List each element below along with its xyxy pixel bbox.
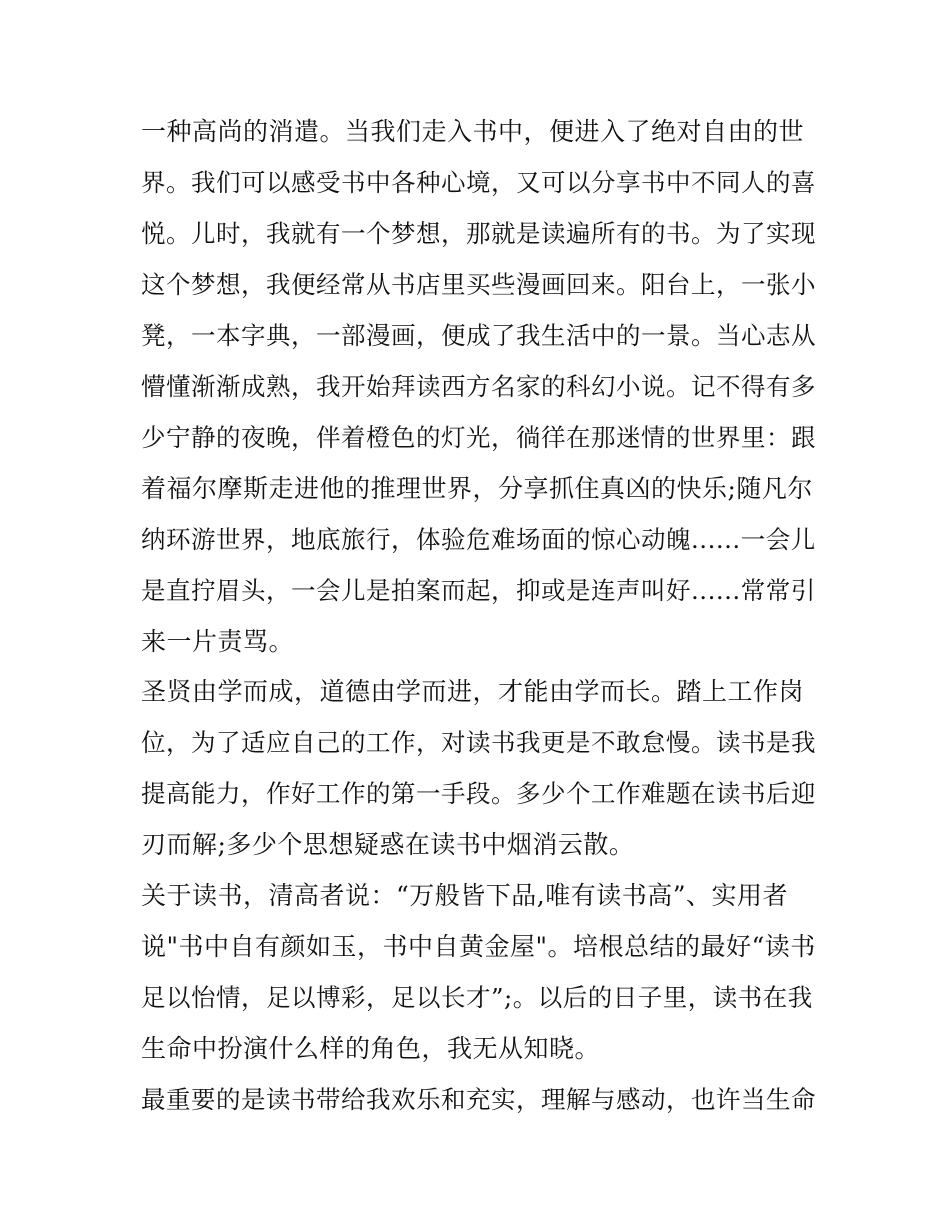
text-line: 凳，一本字典，一部漫画，便成了我生活中的一景。当心志从 xyxy=(141,321,816,350)
text-line: 一种高尚的消遣。当我们走入书中，便进入了绝对自由的世 xyxy=(141,117,805,146)
text-line: 懵懂渐渐成熟，我开始拜读西方名家的科幻小说。记不得有多 xyxy=(141,372,816,401)
text-line: 关于读书，清高者说：“万般皆下品,唯有读书高”、实用者 xyxy=(141,881,789,910)
text-line: 生命中扮演什么样的角色，我无从知晓。 xyxy=(141,1034,601,1063)
text-line: 这个梦想，我便经常从书店里买些漫画回来。阳台上，一张小 xyxy=(141,270,816,299)
text-line: 刃而解;多少个思想疑惑在读书中烟消云散。 xyxy=(141,830,635,859)
text-line: 纳环游世界，地底旅行，体验危难场面的惊心动魄......一会儿 xyxy=(141,525,816,554)
text-line: 是直拧眉头，一会儿是拍案而起，抑或是连声叫好......常常引 xyxy=(141,576,816,605)
text-line: 提高能力，作好工作的第一手段。多少个工作难题在读书后迎 xyxy=(141,779,816,808)
text-line: 着福尔摩斯走进他的推理世界，分享抓住真凶的快乐;随凡尔 xyxy=(141,474,813,503)
text-line: 说"书中自有颜如玉，书中自黄金屋"。培根总结的最好“读书 xyxy=(141,932,816,961)
text-line: 来一片责骂。 xyxy=(141,627,295,656)
text-line: 最重要的是读书带给我欢乐和充实，理解与感动，也许当生命 xyxy=(141,1085,816,1114)
text-line: 悦。儿时，我就有一个梦想，那就是读遍所有的书。为了实现 xyxy=(141,219,816,248)
text-line: 界。我们可以感受书中各种心境，又可以分享书中不同人的喜 xyxy=(141,168,816,197)
text-line: 足以怡情，足以博彩，足以长才”;。以后的日子里，读书在我 xyxy=(141,983,813,1012)
text-line: 少宁静的夜晚，伴着橙色的灯光，徜徉在那迷情的世界里：跟 xyxy=(141,423,816,452)
text-line: 位，为了适应自己的工作，对读书我更是不敢怠慢。读书是我 xyxy=(141,728,816,757)
text-line: 圣贤由学而成，道德由学而进，才能由学而长。踏上工作岗 xyxy=(141,677,805,706)
